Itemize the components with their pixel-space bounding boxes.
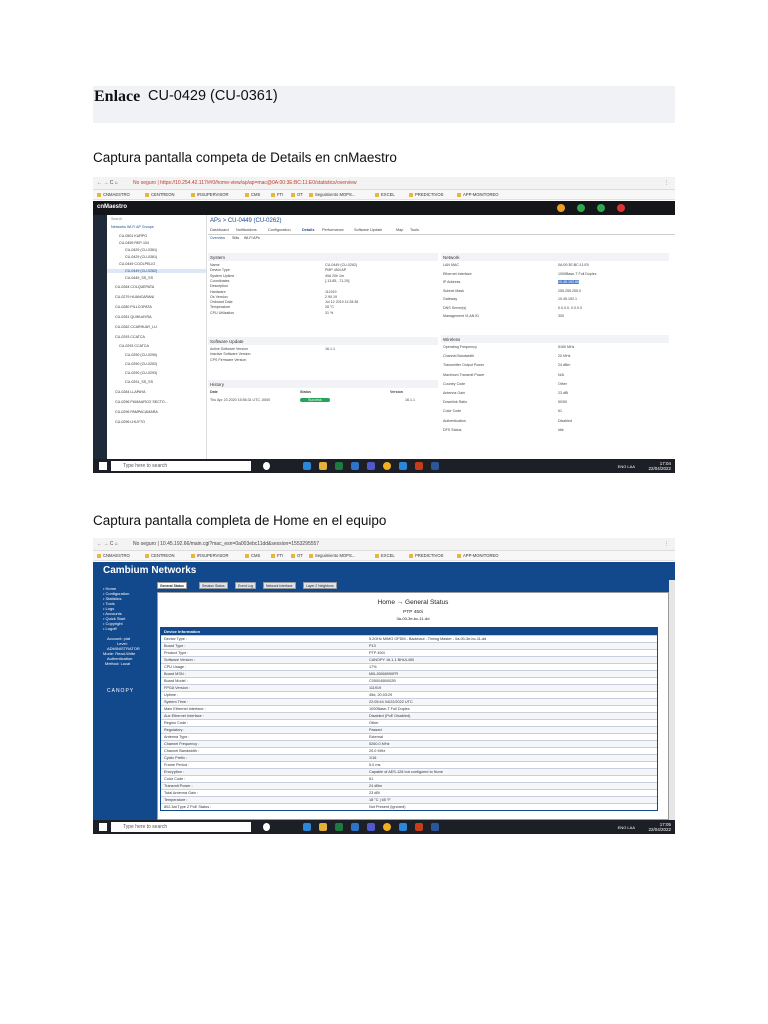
row-label: Device Type : (164, 637, 187, 642)
table-row (161, 747, 657, 754)
chrome-icon[interactable] (383, 823, 391, 831)
tree-item[interactable]: CU-0501 KURPO (119, 234, 148, 238)
row-label: Board Type : (164, 644, 186, 649)
table-row (161, 796, 657, 803)
row-label: Transmit Power : (164, 784, 193, 789)
teams-icon[interactable] (367, 823, 375, 831)
tree-item[interactable]: CU-0291_SS_SS (125, 380, 153, 384)
tab-layer2-neighbors[interactable]: Layer 2 Neighbors (303, 582, 337, 589)
bookmark[interactable]: EXCEL (375, 192, 395, 197)
tab-details[interactable]: Details (302, 228, 315, 232)
bookmark[interactable]: IRSUPERVISOR (191, 553, 229, 558)
excel-icon[interactable] (335, 823, 343, 831)
row-value: Disabled (PoE Disabled) (369, 714, 411, 719)
outlook-icon[interactable] (351, 462, 359, 470)
account-info: Authentication (107, 656, 133, 661)
panel-title: Network (441, 253, 669, 261)
row-label: IP Address (443, 280, 461, 284)
row-label: Maximum Transmit Power (443, 372, 485, 377)
link-value: CU-0429 (CU-0361) (148, 88, 278, 104)
device-model: PTP 450i (403, 610, 423, 615)
table-row (161, 677, 657, 684)
cnmaestro-header (93, 201, 675, 215)
folder-icon[interactable] (319, 462, 327, 470)
row-value: Other (369, 721, 379, 726)
bookmark[interactable]: CENTREON (145, 553, 175, 558)
taskbar-search[interactable]: Type here to search (111, 822, 251, 832)
tree-tabs[interactable]: Networks Wi-Fi AP Groups (111, 225, 154, 229)
row-value: 17% (369, 665, 377, 670)
tab-software-update[interactable]: Software Update (354, 228, 383, 232)
excel-icon[interactable] (335, 462, 343, 470)
account-info: ADMINISTRATOR (107, 646, 140, 651)
row-label: Regulatory : (164, 728, 185, 733)
account-info: Level: (117, 641, 128, 646)
powerpoint-icon[interactable] (415, 823, 423, 831)
row-value: 18 °C | 65 °F (369, 798, 391, 803)
row-label: 802.3at Type 2 PoE Status : (164, 805, 212, 810)
row-label: Onboard Date (210, 300, 233, 305)
row-value: 61 (369, 777, 374, 782)
row-value: Disabled (558, 418, 572, 423)
row-value: 24 dBm (558, 363, 571, 368)
nav-accounts[interactable]: • Accounts (103, 611, 122, 616)
table-row (161, 663, 657, 670)
row-label: Device Type (210, 268, 230, 273)
row-value: Jul 12 2019 11:28:38 (325, 300, 359, 305)
nav-arrows-icon[interactable]: ← → C ⌂ (97, 180, 118, 186)
table-row (161, 642, 657, 649)
panel-title: Wireless (441, 335, 669, 343)
row-value: Not Present (Ignored) (369, 805, 406, 810)
row-label: Cyclic Prefix : (164, 756, 187, 761)
row-label: Inactive Software Version (210, 352, 251, 357)
tree-item[interactable]: CU-0290 (CU-0202) (125, 362, 158, 366)
heading-details: Captura pantalla competa de Details en cnMaestro (93, 150, 397, 165)
tree-item[interactable]: CU-0284 COLQUEPATA (115, 285, 155, 289)
tab-configuration[interactable]: Configuration (268, 228, 291, 232)
row-value: 61 (558, 409, 562, 414)
tree-item[interactable]: CU-0449 COOLPELIO (119, 262, 156, 266)
row-value: 1/16 (369, 756, 377, 761)
tab-event-log[interactable]: Event Log (235, 582, 256, 589)
row-label: System Time : (164, 700, 189, 705)
row-label: Temperature : (164, 798, 188, 803)
table-row (161, 635, 657, 642)
software-panel (208, 337, 438, 369)
taskbar-clock[interactable]: 17:04 22/04/2022 (648, 461, 671, 471)
row-label: Description (210, 284, 228, 289)
row-value: External (369, 735, 383, 740)
row-value: 300 (558, 314, 564, 318)
row-label: Coordinates (210, 278, 230, 283)
browser-icon[interactable] (399, 462, 407, 470)
nav-logoff[interactable]: • Logoff (103, 626, 117, 631)
row-label: FPGA Version : (164, 686, 190, 691)
row-value: 23 dBi (558, 391, 569, 395)
general-status-content (157, 592, 669, 820)
bookmark[interactable]: CMS (245, 553, 260, 558)
row-value: Other (558, 381, 567, 386)
tree-search-input[interactable]: Search (111, 217, 123, 221)
bookmark[interactable]: CMS (245, 192, 260, 197)
account-info: Account: plat (107, 636, 131, 641)
tab-session-status[interactable]: Session Status (199, 582, 228, 589)
cortana-icon[interactable] (263, 462, 270, 470)
row-value: 20.0 MHz (369, 749, 386, 754)
row-value: 5160 MHz (558, 345, 575, 349)
subtab-overview[interactable]: Overview (210, 236, 225, 240)
taskbar-clock[interactable]: 17:05 22/04/2022 (648, 822, 671, 832)
browser-icon[interactable] (399, 823, 407, 831)
nav-tools[interactable]: • Tools (103, 601, 115, 606)
table-row (161, 649, 657, 656)
table-row (161, 712, 657, 719)
chrome-icon[interactable] (383, 462, 391, 470)
tab-network-interface[interactable]: Network Interface (263, 582, 296, 589)
bookmark[interactable]: CENTREON (145, 192, 175, 197)
tree-item[interactable]: CU-0296 PAMPACAMARA (115, 410, 158, 414)
nav-configuration[interactable]: • Configuration (103, 591, 130, 596)
tab-performance[interactable]: Performance (322, 228, 344, 232)
row-value: 5.2GHz MIMO OFDM - Backhaul - Timing Master - 0a-00-3e-bc-11-dd (369, 637, 487, 642)
row-value: C050045B002B (369, 679, 396, 684)
outlook-icon[interactable] (351, 823, 359, 831)
table-row (161, 782, 657, 789)
table-row (161, 698, 657, 705)
row-label: Antenna Gain (443, 391, 465, 395)
cambium-home-screenshot (93, 538, 675, 834)
row-value: 28 °C (325, 305, 335, 310)
cambium-nav (93, 580, 155, 820)
row-label: Temperature (210, 305, 231, 310)
row-label: Name (210, 263, 220, 267)
tab-dashboard[interactable]: Dashboard (210, 228, 229, 232)
heading-home: Captura pantalla completa de Home en el equipo (93, 513, 387, 528)
history-panel (208, 380, 438, 410)
row-value: 20 MHz (558, 354, 571, 359)
system-panel (208, 253, 438, 317)
row-label: Total Antenna Gain : (164, 791, 199, 796)
device-mac: 0a-00-3e-bc-11-dd (396, 616, 430, 621)
url-bar[interactable]: No seguro | 10.45.192.66/main.cgi?mac_esn=0a003ebc11dd&session=1553295557 (133, 541, 320, 547)
folder-icon[interactable] (319, 823, 327, 831)
bookmark[interactable]: FTI (271, 553, 283, 558)
row-label: Channel Frequency : (164, 742, 200, 747)
table-title: Device Information (161, 628, 657, 635)
row-value: 5.0 ms (369, 763, 381, 768)
row-value: 2.90.19 (325, 294, 337, 299)
row-label: Region Code : (164, 721, 189, 726)
row-value: 255.255.255.0 (558, 288, 581, 293)
tree-item[interactable]: CU-0449_SS_SS (125, 276, 153, 280)
windows-start-icon[interactable] (99, 462, 107, 470)
tree-item[interactable]: CU-0296 PUMAURCO SECTO... (115, 400, 168, 404)
row-value: [-13.85, -71.29] (325, 278, 350, 283)
row-value: 49d 20h 1m (325, 273, 344, 278)
tree-item[interactable]: CU-0281 QUIHUAYRA (115, 315, 152, 319)
bookmark[interactable]: PREDICTIVOS (409, 192, 443, 197)
col-status: Status (300, 390, 311, 394)
row-value: 1000Base-T Full Duplex (369, 707, 410, 712)
icon-sidebar (93, 215, 107, 459)
row-label: Antenna Type : (164, 735, 190, 740)
row-label: CPU Usage : (164, 665, 187, 670)
row-label: Frame Period : (164, 763, 190, 768)
cambium-banner (93, 562, 675, 580)
taskbar-lang[interactable]: ENG LAA (617, 825, 635, 830)
row-value: PMP 450i AP (325, 268, 347, 273)
tree-item[interactable]: CU-0459 REP-104 (119, 241, 149, 245)
table-row (161, 803, 657, 810)
tree-item[interactable]: CU-0293 CCATCA (119, 344, 149, 348)
row-label: Operating Frequency (443, 345, 477, 349)
account-info: Method: Local (105, 661, 131, 666)
row-label: CPS Firmware Version (210, 357, 247, 362)
row-label: Downlink Ratio (443, 400, 467, 405)
browser-toolbar (93, 177, 675, 190)
panel-title: History (208, 380, 438, 388)
tree-item[interactable]: CU-0290 (CU-0290) (125, 353, 158, 357)
table-row (161, 768, 657, 775)
panel-title: Software Update (208, 337, 438, 345)
row-label: Authentication (443, 418, 466, 423)
row-value: 0A:00:3E:BC:11:E0 (558, 263, 589, 267)
status-badge: Success (300, 398, 330, 402)
tree-item[interactable]: CU-0293 CCATCA (115, 335, 145, 339)
row-label: System Uptime (210, 273, 235, 278)
edge-icon[interactable] (303, 823, 311, 831)
row-value: Idle (558, 427, 564, 432)
network-panel (441, 253, 669, 327)
table-row (161, 719, 657, 726)
tree-item-selected[interactable]: CU-0449 (CU-0262) (107, 269, 206, 273)
brand-logo: Cambium Networks (103, 565, 197, 576)
bookmark[interactable]: PREDICTIVOS (409, 553, 443, 558)
bookmark[interactable]: Seguimiento MOPS... (309, 553, 355, 558)
browser-menu-icon[interactable]: ⋮ (664, 180, 669, 186)
row-value: CANOPY 16.1.1 BHUL450 (369, 658, 415, 663)
breadcrumb: APs > CU-0449 (CU-0262) (210, 218, 282, 224)
col-date: Date (210, 390, 218, 394)
tab-bar (208, 227, 675, 235)
page-title: Home → General Status (377, 599, 449, 606)
history-date: Thu Apr 23 2020 15:56:31 UTC -0500 (210, 398, 271, 402)
bookmarks-bar (93, 190, 675, 200)
row-value: 1000Base-T Full Duplex (558, 271, 597, 276)
row-label: LAN MAC (443, 263, 459, 267)
row-value: Passed (369, 728, 382, 733)
row-value: 10.45.192.1 (558, 297, 577, 301)
bookmark[interactable]: OT (291, 192, 303, 197)
cortana-icon[interactable] (263, 823, 270, 831)
cnmaestro-logo: cnMaestro (97, 204, 128, 210)
wireless-panel (441, 335, 669, 441)
nav-copyright[interactable]: • Copyright (103, 621, 123, 626)
row-value: N/A (558, 372, 564, 377)
row-label: Country Code (443, 381, 466, 386)
bookmark[interactable]: APP-MONITOREO (457, 192, 499, 197)
tab-general-status[interactable]: General Status (157, 582, 187, 589)
table-row (161, 705, 657, 712)
table-row (161, 761, 657, 768)
nav-quick-start[interactable]: • Quick Start (103, 616, 126, 621)
tree-item[interactable]: CU-0429 (CU-0361) (125, 248, 158, 252)
row-label: Uptime : (164, 693, 179, 698)
row-label: Aux Ethernet Interface : (164, 714, 204, 719)
powerpoint-icon[interactable] (415, 462, 423, 470)
canopy-logo: CANOPY (107, 688, 135, 694)
table-row (161, 691, 657, 698)
row-label: Encryption : (164, 770, 185, 775)
row-value: 45d, 20:03:29 (369, 693, 393, 698)
row-label: CPU Utilization (210, 310, 235, 315)
row-label: Os Version (210, 294, 228, 299)
scrollbar[interactable] (669, 580, 675, 820)
row-label: Software Version : (164, 658, 195, 663)
row-label: Board MSN : (164, 672, 186, 677)
bookmarks-bar (93, 551, 675, 561)
table-row (161, 789, 657, 796)
row-label: Subnet Mask (443, 288, 464, 293)
url-bar[interactable]: No seguro | https://10.254.42.117/#/0/home-view/ap/ap=mac@0A:00:3E:BC:11:E0/statistics/overview (133, 180, 357, 186)
row-label: Channel Bandwidth : (164, 749, 200, 754)
bookmark[interactable]: CNMAESTRO (97, 553, 130, 558)
table-row (161, 733, 657, 740)
row-value: 10.45.192.66 (558, 280, 579, 284)
table-row (161, 670, 657, 677)
row-label: Color Code (443, 409, 462, 414)
row-label: Hardware (210, 289, 226, 294)
row-value: 50/50 (558, 400, 567, 405)
row-value: 5260.0 MHz (369, 742, 390, 747)
windows-taskbar (93, 820, 675, 834)
device-info-table (160, 627, 658, 811)
table-row (161, 740, 657, 747)
row-value: 24 dBm (369, 784, 383, 789)
row-label: Board Model : (164, 679, 188, 684)
bookmark[interactable]: OT (291, 553, 303, 558)
tab-map[interactable]: Map (396, 228, 404, 232)
status-icon[interactable] (597, 204, 605, 212)
device-tree (107, 215, 207, 459)
col-version: Version (390, 390, 403, 394)
row-label: Product Type : (164, 651, 189, 656)
cambium-body (155, 580, 675, 820)
windows-taskbar (93, 459, 675, 473)
nav-arrows-icon[interactable]: ← → C ⌂ (97, 541, 118, 547)
nav-home[interactable]: • Home (103, 586, 117, 591)
history-version: 16.1.1 (405, 398, 415, 402)
row-label: Management VLAN ID (443, 314, 479, 318)
browser-toolbar (93, 538, 675, 551)
bookmark[interactable]: IRSUPERVISOR (191, 192, 229, 197)
row-label: Ethernet Interface (443, 271, 472, 276)
alert-icon[interactable] (617, 204, 625, 212)
row-value: PTP 450i (369, 651, 385, 656)
tree-item[interactable]: CU-0290 (CU-0293) (125, 371, 158, 375)
row-value: 16.1.1 (325, 347, 335, 351)
bookmark[interactable]: Seguimiento MOPS... (309, 192, 355, 197)
bookmark[interactable]: FTI (271, 192, 283, 197)
row-label: DFS Status (443, 427, 462, 432)
table-row (161, 775, 657, 782)
bookmark[interactable]: EXCEL (375, 553, 395, 558)
table-row (161, 726, 657, 733)
browser-menu-icon[interactable]: ⋮ (664, 541, 669, 547)
taskbar-search[interactable]: Type here to search (111, 461, 251, 471)
table-row (161, 754, 657, 761)
row-label: Channel Bandwidth (443, 354, 475, 359)
details-panel (208, 215, 675, 459)
row-value: CU-0449 (CU-0262) (325, 263, 358, 267)
word-icon[interactable] (431, 462, 439, 470)
link-label: Enlace (94, 88, 141, 105)
nav-statistics[interactable]: • Statistics (103, 596, 122, 601)
row-value: 111919 (369, 686, 382, 691)
tree-item[interactable]: CU-0296 LHUYTO (115, 420, 145, 424)
row-label: Gateway (443, 297, 458, 301)
tab-tools[interactable]: Tools (410, 228, 419, 232)
table-row (161, 684, 657, 691)
subtab-bar (208, 236, 675, 242)
tab-notifications[interactable]: Notifications (236, 228, 257, 232)
tree-item[interactable]: CU-0280 PILLCOPATA (115, 305, 152, 309)
row-label: Main Ethernet Interface : (164, 707, 206, 712)
tree-item[interactable]: CU-0279 HUANCARANI (115, 295, 155, 299)
taskbar-lang[interactable]: ENG LAA (617, 464, 635, 469)
word-icon[interactable] (431, 823, 439, 831)
row-value: 0.0.0.0, 0.0.0.0 (558, 305, 582, 310)
bookmark[interactable]: CNMAESTRO (97, 192, 130, 197)
row-value: 111919 (325, 289, 337, 294)
row-value: M0LJ6568990FR (369, 672, 399, 677)
status-icon[interactable] (577, 204, 585, 212)
tree-item[interactable]: CU-0429 (CU-0361) (125, 255, 158, 259)
row-label: Active Software Version (210, 347, 248, 351)
row-value: 23 dBi (369, 791, 380, 796)
windows-start-icon[interactable] (99, 823, 107, 831)
alarm-icon[interactable] (557, 204, 565, 212)
edge-icon[interactable] (303, 462, 311, 470)
tree-item[interactable]: CU-0284 LLAPAYA (115, 390, 146, 394)
bookmark[interactable]: APP-MONITOREO (457, 553, 499, 558)
row-value: P13 (369, 644, 376, 649)
row-value: 22:05:44 04/22/2022 UTC (369, 700, 413, 705)
row-value: 31 % (325, 310, 334, 315)
teams-icon[interactable] (367, 462, 375, 470)
subtab-sms[interactable]: SMs (232, 236, 240, 240)
table-row (161, 656, 657, 663)
nav-logs[interactable]: • Logs (103, 606, 115, 611)
row-label: Transmitter Output Power (443, 363, 485, 368)
row-value: Capable of AES-128 but configured to None (369, 770, 443, 775)
account-info: Mode: Read-Write (103, 651, 136, 656)
row-label: Color Code : (164, 777, 186, 782)
link-box (93, 86, 675, 123)
panel-title: System (208, 253, 438, 261)
cnmaestro-screenshot (93, 177, 675, 473)
row-label: DNS Server(s) (443, 305, 467, 310)
subtab-wifi-aps[interactable]: Wi-Fi APs (244, 236, 260, 240)
tree-item[interactable]: CU-0282 CCARHUAY_LU (115, 325, 157, 329)
